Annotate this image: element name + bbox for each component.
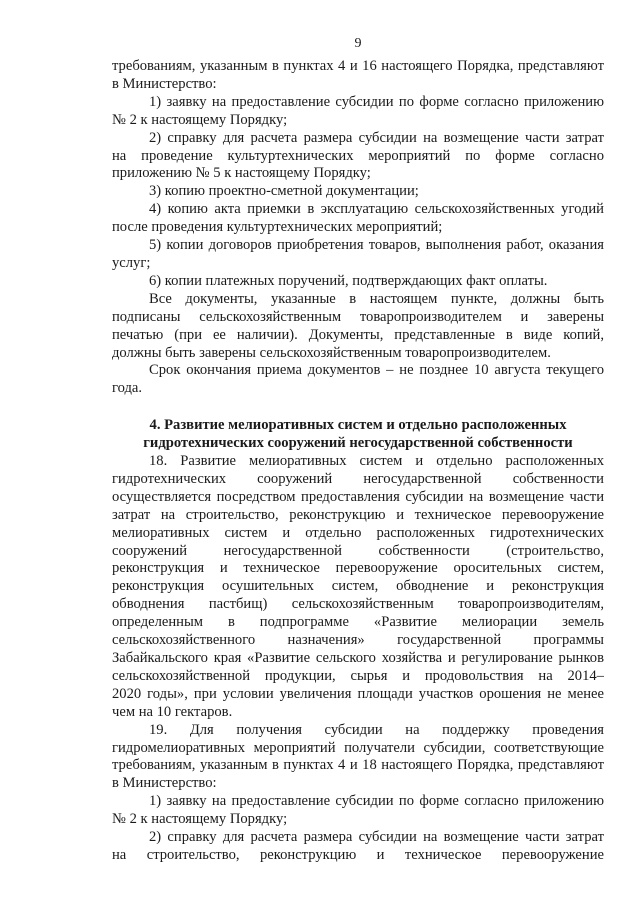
text-line: 1) заявку на предоставление субсидии по форме согласно приложению xyxy=(149,793,604,810)
text-line: года. xyxy=(112,380,143,397)
text-line: затрат на строительство, реконструкцию и техническое перевооружение xyxy=(112,506,604,523)
text-line: 19. Для получения субсидии на поддержку проведения xyxy=(149,721,604,738)
text-line: реконструкция и техническое перевооружение оросительных систем, xyxy=(112,560,604,577)
text-line: 5) копии договоров приобретения товаров, выполнения работ, оказания xyxy=(149,237,604,254)
text-line: 3) копию проектно-сметной документации; xyxy=(149,183,419,200)
text-line: осуществляется посредством предоставления субсидии на возмещение части xyxy=(112,488,604,505)
text-line: должны быть заверены сельскохозяйственным товаропроизводителем. xyxy=(112,344,551,361)
text-line: требованиям, указанным в пунктах 4 и 16 настоящего Порядка, представляют xyxy=(112,58,604,74)
text-line: гидромелиоративных мероприятий получатели субсидии, соответствующие xyxy=(112,739,604,756)
text-line: Срок окончания приема документов – не позднее 10 августа текущего xyxy=(149,362,604,379)
text-line: Забайкальского края «Развитие сельского хозяйства и регулирование рынков xyxy=(112,650,604,666)
text-line: требованиям, указанным в пунктах 4 и 18 настоящего Порядка, представляют xyxy=(112,757,604,774)
paragraph-block-documents xyxy=(112,58,604,398)
text-line: печатью (при ее наличии). Документы, представленные в виде копий, xyxy=(112,326,604,343)
text-line: чем на 10 гектаров. xyxy=(112,703,233,720)
heading-line: гидротехнических сооружений негосударственной собственности xyxy=(143,435,573,452)
text-line: подписаны сельскохозяйственным товаропроизводителем и заверены xyxy=(112,308,604,325)
section-heading xyxy=(112,417,604,453)
text-line: мелиоративных систем и отдельно расположенных гидротехнических xyxy=(112,524,604,541)
text-line: приложению № 5 к настоящему Порядку; xyxy=(112,165,371,182)
page-number: 9 xyxy=(354,36,362,51)
text-line: 2) справку для расчета размера субсидии на возмещение части затрат xyxy=(149,129,604,146)
paragraph-block-section-4 xyxy=(112,453,604,865)
heading-line: 4. Развитие мелиоративных систем и отдельно расположенных xyxy=(149,417,567,434)
text-line: после проведения культуртехнических мероприятий; xyxy=(112,219,443,236)
text-line: 2020 годы», при условии увеличения площади участков орошения не менее xyxy=(112,685,604,702)
text-line: Все документы, указанные в настоящем пункте, должны быть xyxy=(149,290,604,307)
text-line: обводнения пастбищ) сельскохозяйственным товаропроизводителям, xyxy=(112,596,604,613)
text-line: в Министерство: xyxy=(112,75,217,92)
text-line: реконструкция осушительных систем, обводнение и реконструкция xyxy=(112,578,604,595)
text-line: услуг; xyxy=(112,254,151,271)
text-line: 4) копию акта приемки в эксплуатацию сельскохозяйственных угодий xyxy=(149,201,604,218)
text-line: гидротехнических сооружений негосударственной собственности xyxy=(112,470,604,487)
text-line: 6) копии платежных поручений, подтверждающих факт оплаты. xyxy=(149,272,548,289)
text-line: сельскохозяйственной продукции, сырья и продовольствия на 2014– xyxy=(112,667,604,684)
text-line: № 2 к настоящему Порядку; xyxy=(112,111,288,128)
text-line: на строительство, реконструкцию и техническое перевооружение xyxy=(112,846,604,863)
text-line: 1) заявку на предоставление субсидии по форме согласно приложению xyxy=(149,93,604,110)
text-line: в Министерство: xyxy=(112,775,217,792)
text-line: сельскохозяйственного назначения» государственной программы xyxy=(112,632,604,649)
text-line: на проведение культуртехнических мероприятий по форме согласно xyxy=(112,147,604,164)
text-line: 2) справку для расчета размера субсидии на возмещение части затрат xyxy=(149,829,604,846)
text-line: 18. Развитие мелиоративных систем и отдельно расположенных xyxy=(149,453,604,470)
text-line: № 2 к настоящему Порядку; xyxy=(112,811,288,828)
text-line: определенным в подпрограмме «Развитие мелиорации земель xyxy=(112,614,604,631)
text-line: сооружений негосударственной собственности (строительство, xyxy=(112,542,604,559)
